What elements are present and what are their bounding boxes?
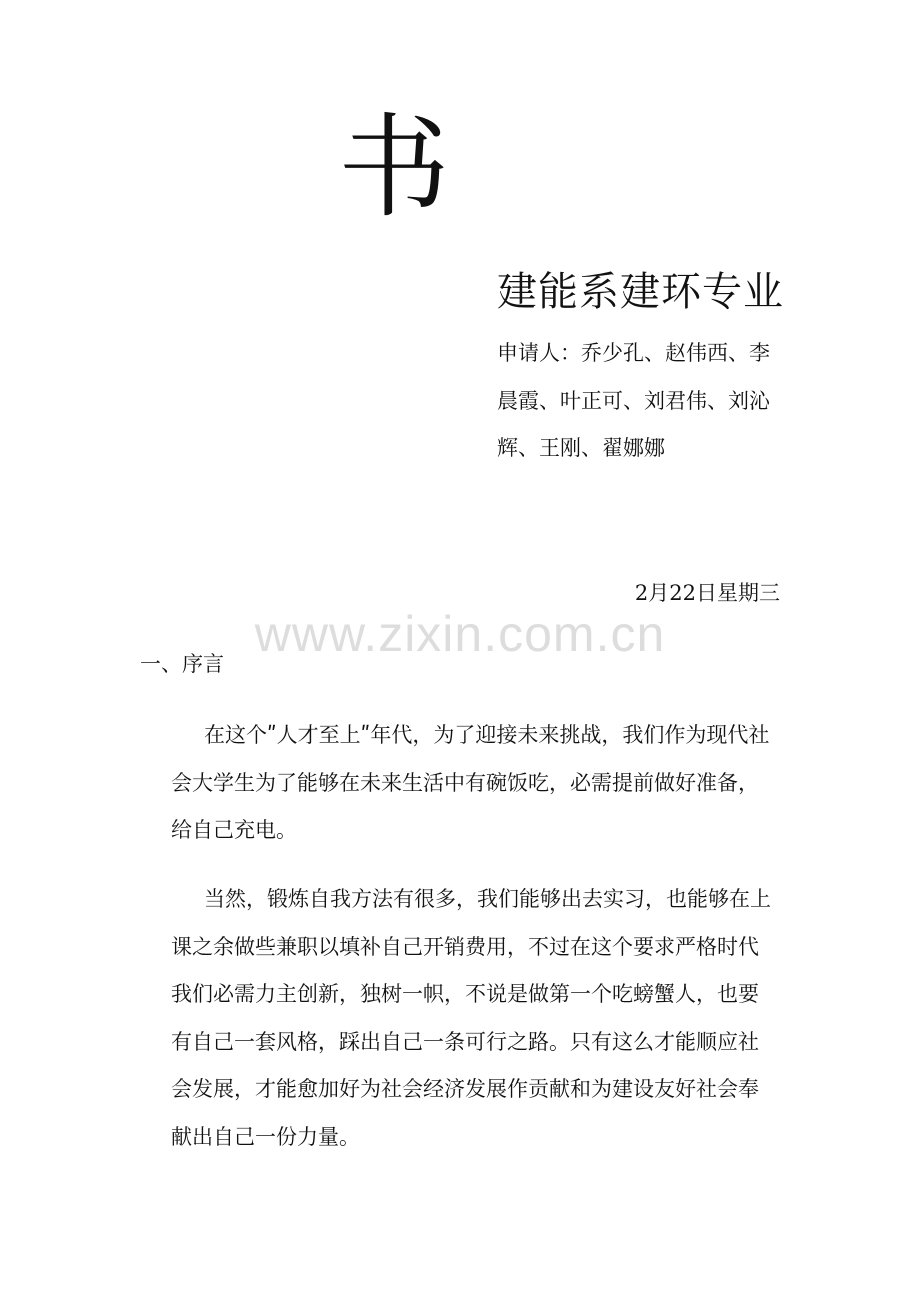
department-title: 建能系建环专业 — [497, 269, 784, 315]
paragraph-line: 献出自己一份力量。 — [171, 1124, 360, 1149]
watermark: www.zixin.com.cn — [254, 606, 666, 662]
document-date: 2月22日星期三 — [634, 581, 780, 605]
paragraph-line: 会发展，才能愈加好为社会经济发展作贡献和为建设友好社会奉 — [171, 1077, 759, 1101]
applicants-line: 申请人：乔少孔、赵伟西、李 — [497, 341, 770, 365]
applicants-block — [497, 330, 787, 473]
section-heading: 一、序言 — [140, 652, 224, 676]
paragraph-line: 在这个ʺ人才至上ʺ年代，为了迎接未来挑战，我们作为现代社 — [204, 723, 770, 747]
paragraph-line: 课之余做些兼职以填补自己开销费用，不过在这个要求严格时代 — [171, 934, 759, 959]
paragraph-2 — [171, 876, 783, 1161]
paragraph-line: 给自己充电。 — [171, 818, 297, 842]
paragraph-1 — [171, 712, 783, 855]
paragraph-line: 会大学生为了能够在未来生活中有碗饭吃，必需提前做好准备， — [171, 770, 759, 795]
paragraph-line: 有自己一套风格，踩出自己一条可行之路。只有这么才能顺应社 — [171, 1029, 759, 1054]
title-character: 书 — [338, 103, 450, 233]
paragraph-line: 我们必需力主创新，独树一帜，不说是做第一个吃螃蟹人，也要 — [171, 982, 759, 1006]
applicants-line: 辉、王刚、翟娜娜 — [497, 436, 665, 460]
applicants-line: 晨霞、叶正可、刘君伟、刘沁 — [497, 388, 770, 413]
paragraph-line: 当然，锻炼自我方法有很多，我们能够出去实习，也能够在上 — [204, 887, 771, 911]
